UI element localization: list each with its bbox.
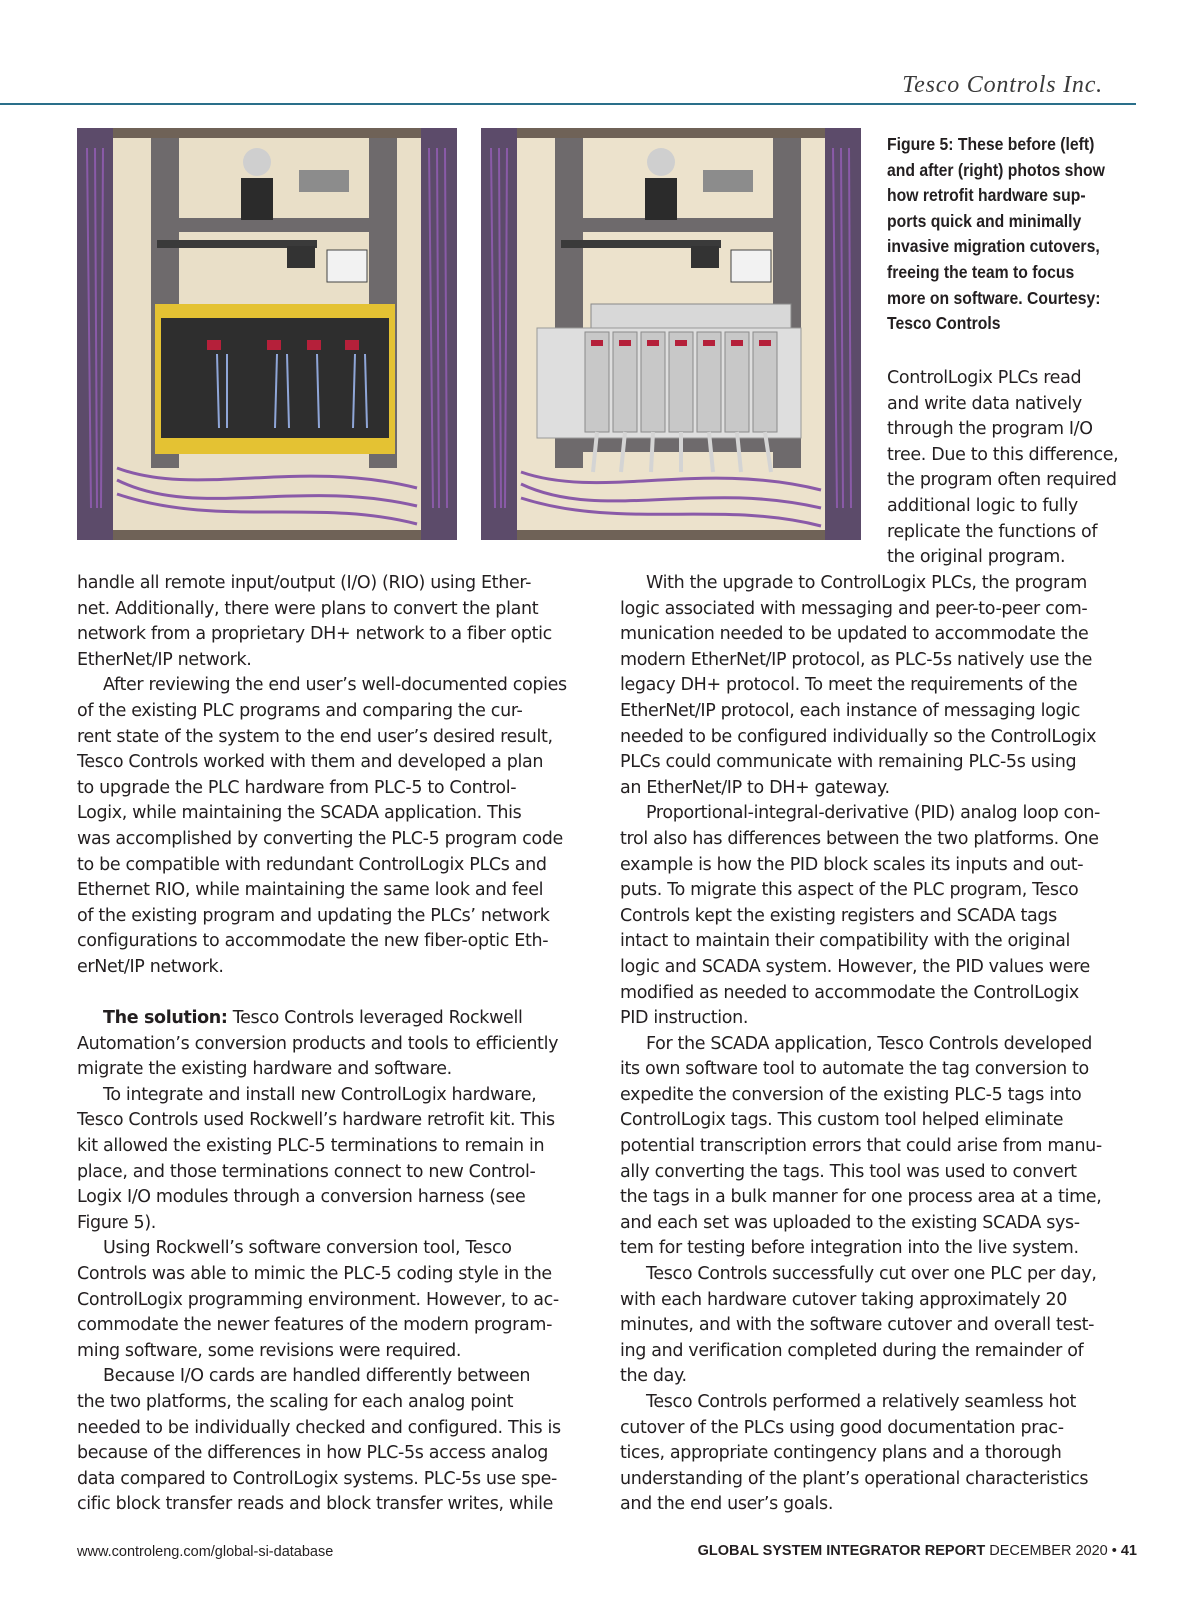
before-photo xyxy=(77,128,457,540)
text-line: replicate the functions of xyxy=(887,521,1098,542)
text-line: intact to maintain their compatibility with the original xyxy=(620,931,1071,952)
text-line: and write data natively xyxy=(887,393,1082,414)
text-line: place, and those terminations connect to new Control- xyxy=(77,1161,536,1182)
text-line: Figure 5). xyxy=(77,1212,157,1233)
text-line: rent state of the system to the end user’s desired result, xyxy=(77,726,553,747)
text-line: of the existing PLC programs and comparing the cur- xyxy=(77,700,523,721)
text-line: through the program I/O xyxy=(887,419,1093,440)
text-line: ControlLogix tags. This custom tool helped eliminate xyxy=(620,1110,1064,1131)
text-line: the original program. xyxy=(887,547,1066,568)
figure-caption xyxy=(887,132,1112,337)
text-line: Logix, while maintaining the SCADA application. This xyxy=(77,803,522,824)
text-line: and the end user’s goals. xyxy=(620,1494,834,1515)
text-line: kit allowed the existing PLC-5 terminations to remain in xyxy=(77,1136,545,1157)
text-line: the two platforms, the scaling for each analog point xyxy=(77,1392,514,1412)
text-line: Controls was able to mimic the PLC-5 coding style in the xyxy=(77,1264,552,1285)
caption-line: and after (right) photos show xyxy=(887,159,1105,180)
right-column xyxy=(620,571,1102,1518)
text-span: Tesco Controls leveraged Rockwell xyxy=(227,1008,523,1029)
text-line: Tesco Controls used Rockwell’s hardware retrofit kit. This xyxy=(77,1110,555,1131)
text-line: For the SCADA application, Tesco Controls developed xyxy=(646,1033,1092,1054)
text-line: net. Additionally, there were plans to convert the plant xyxy=(77,598,539,619)
text-line: Because I/O cards are handled differently between xyxy=(103,1366,531,1387)
text-line: understanding of the plant’s operational characteristics xyxy=(620,1468,1089,1489)
text-line: an EtherNet/IP to DH+ gateway. xyxy=(620,777,890,798)
after-cabinet-illustration xyxy=(481,128,861,540)
publication-section-title: Tesco Controls Inc. xyxy=(902,72,1103,98)
text-line: and each set was uploaded to the existing SCADA sys- xyxy=(620,1212,1080,1233)
text-line: legacy DH+ protocol. To meet the requirements of the xyxy=(620,675,1078,696)
text-line: minutes, and with the software cutover and overall test- xyxy=(620,1315,1095,1336)
text-line: Proportional-integral-derivative (PID) analog loop con- xyxy=(646,803,1101,824)
text-line: of the existing program and updating the PLCs’ network xyxy=(77,905,550,926)
caption-line: invasive migration cutovers, xyxy=(887,236,1100,257)
text-line: the day. xyxy=(620,1366,687,1387)
caption-line: how retrofit hardware sup- xyxy=(887,185,1086,206)
text-line: to upgrade the PLC hardware from PLC-5 to Control- xyxy=(77,777,517,798)
text-line: After reviewing the end user’s well-documented copies xyxy=(103,675,567,696)
text-line: ControlLogix PLCs read xyxy=(887,368,1082,388)
text-line: handle all remote input/output (I/O) (RIO) using Ether- xyxy=(77,573,532,593)
caption-line: more on software. Courtesy: xyxy=(887,287,1101,308)
caption-line: Figure 5: These before (left) xyxy=(887,134,1095,154)
text-line xyxy=(77,1006,567,1032)
text-line: cific block transfer reads and block transfer writes, while xyxy=(77,1494,554,1515)
text-line: modified as needed to accommodate the ControlLogix xyxy=(620,982,1079,1003)
footer-folio xyxy=(698,1543,1137,1559)
text-line: EtherNet/IP network. xyxy=(77,649,252,670)
text-line: PID instruction. xyxy=(620,1008,749,1029)
text-line: tem for testing before integration into the live system. xyxy=(620,1238,1079,1259)
text-line: Tesco Controls worked with them and developed a plan xyxy=(77,752,544,773)
text-line: commodate the newer features of the modern program- xyxy=(77,1315,553,1336)
text-line: was accomplished by converting the PLC-5 program code xyxy=(77,828,563,849)
caption-line: freeing the team to focus xyxy=(887,261,1075,282)
text-line: the program often required xyxy=(887,470,1117,491)
text-line: ally converting the tags. This tool was used to convert xyxy=(620,1161,1077,1182)
text-line: configurations to accommodate the new fiber-optic Eth- xyxy=(77,931,549,952)
text-line: expedite the conversion of the existing PLC-5 tags into xyxy=(620,1084,1082,1105)
text-line: logic associated with messaging and peer-to-peer com- xyxy=(620,598,1088,619)
text-line: logic and SCADA system. However, the PID values were xyxy=(620,956,1090,977)
text-line: cutover of the PLCs using good documentation prac- xyxy=(620,1417,1064,1438)
text-line: Tesco Controls successfully cut over one PLC per day, xyxy=(646,1264,1097,1285)
figure-side-text xyxy=(887,366,1118,571)
text-line: munication needed to be updated to accommodate the xyxy=(620,624,1089,645)
text-line: tree. Due to this difference, xyxy=(887,444,1119,465)
text-line: to be compatible with redundant ControlLogix PLCs and xyxy=(77,854,547,875)
text-line: the tags in a bulk manner for one process area at a time, xyxy=(620,1187,1102,1208)
text-line: data compared to ControlLogix systems. PLC-5s use spe- xyxy=(77,1468,557,1489)
text-line: ing and verification completed during the remainder of xyxy=(620,1340,1084,1361)
text-line: Ethernet RIO, while maintaining the same look and feel xyxy=(77,880,544,901)
text-line: Logix I/O modules through a conversion harness (see xyxy=(77,1187,526,1208)
caption-line: ports quick and minimally xyxy=(887,210,1082,231)
text-line: tices, appropriate contingency plans and a thorough xyxy=(620,1443,1062,1464)
text-line: Controls kept the existing registers and SCADA tags xyxy=(620,905,1057,926)
text-line: EtherNet/IP protocol, each instance of messaging logic xyxy=(620,700,1081,721)
header-rule xyxy=(0,103,1136,105)
page-number: 41 xyxy=(1120,1543,1137,1559)
paragraph-gap xyxy=(77,981,567,1007)
footer-url-link[interactable]: www.controleng.com/global-si-database xyxy=(77,1544,334,1560)
text-line: example is how the PID block scales its inputs and out- xyxy=(620,854,1084,875)
text-line: its own software tool to automate the tag conversion to xyxy=(620,1059,1089,1080)
issue-date: DECEMBER 2020 xyxy=(989,1543,1108,1559)
text-line: puts. To migrate this aspect of the PLC program, Tesco xyxy=(620,880,1079,901)
text-line: because of the differences in how PLC-5s access analog xyxy=(77,1443,548,1464)
text-line: network from a proprietary DH+ network to a fiber optic xyxy=(77,624,552,645)
text-line: To integrate and install new ControlLogix hardware, xyxy=(103,1084,537,1105)
after-photo xyxy=(481,128,861,540)
text-line: erNet/IP network. xyxy=(77,956,224,977)
left-column xyxy=(77,571,567,1518)
text-line: PLCs could communicate with remaining PLC-5s using xyxy=(620,752,1077,773)
text-line: Automation’s conversion products and tools to efficiently xyxy=(77,1033,559,1054)
separator-bullet: • xyxy=(1111,1543,1117,1559)
text-line: modern EtherNet/IP protocol, as PLC-5s natively use the xyxy=(620,649,1093,670)
text-line: with each hardware cutover taking approximately 20 xyxy=(620,1289,1068,1310)
text-line: needed to be configured individually so the ControlLogix xyxy=(620,726,1097,747)
text-line: ming software, some revisions were required. xyxy=(77,1340,462,1361)
text-line: migrate the existing hardware and software. xyxy=(77,1059,452,1080)
text-line: needed to be individually checked and configured. This is xyxy=(77,1417,561,1438)
text-line: additional logic to fully xyxy=(887,495,1078,516)
section-lead-in: The solution: xyxy=(103,1008,228,1029)
before-cabinet-illustration xyxy=(77,128,457,540)
report-name: GLOBAL SYSTEM INTEGRATOR REPORT xyxy=(697,1543,986,1559)
text-line: Using Rockwell’s software conversion tool, Tesco xyxy=(103,1238,512,1259)
text-line: ControlLogix programming environment. However, to ac- xyxy=(77,1289,559,1310)
text-line: trol also has differences between the two platforms. One xyxy=(620,828,1099,849)
caption-line: Tesco Controls xyxy=(887,313,1001,334)
text-line: potential transcription errors that could arise from manu- xyxy=(620,1136,1102,1157)
text-line: With the upgrade to ControlLogix PLCs, the program xyxy=(646,573,1087,593)
text-line: Tesco Controls performed a relatively seamless hot xyxy=(646,1392,1077,1412)
